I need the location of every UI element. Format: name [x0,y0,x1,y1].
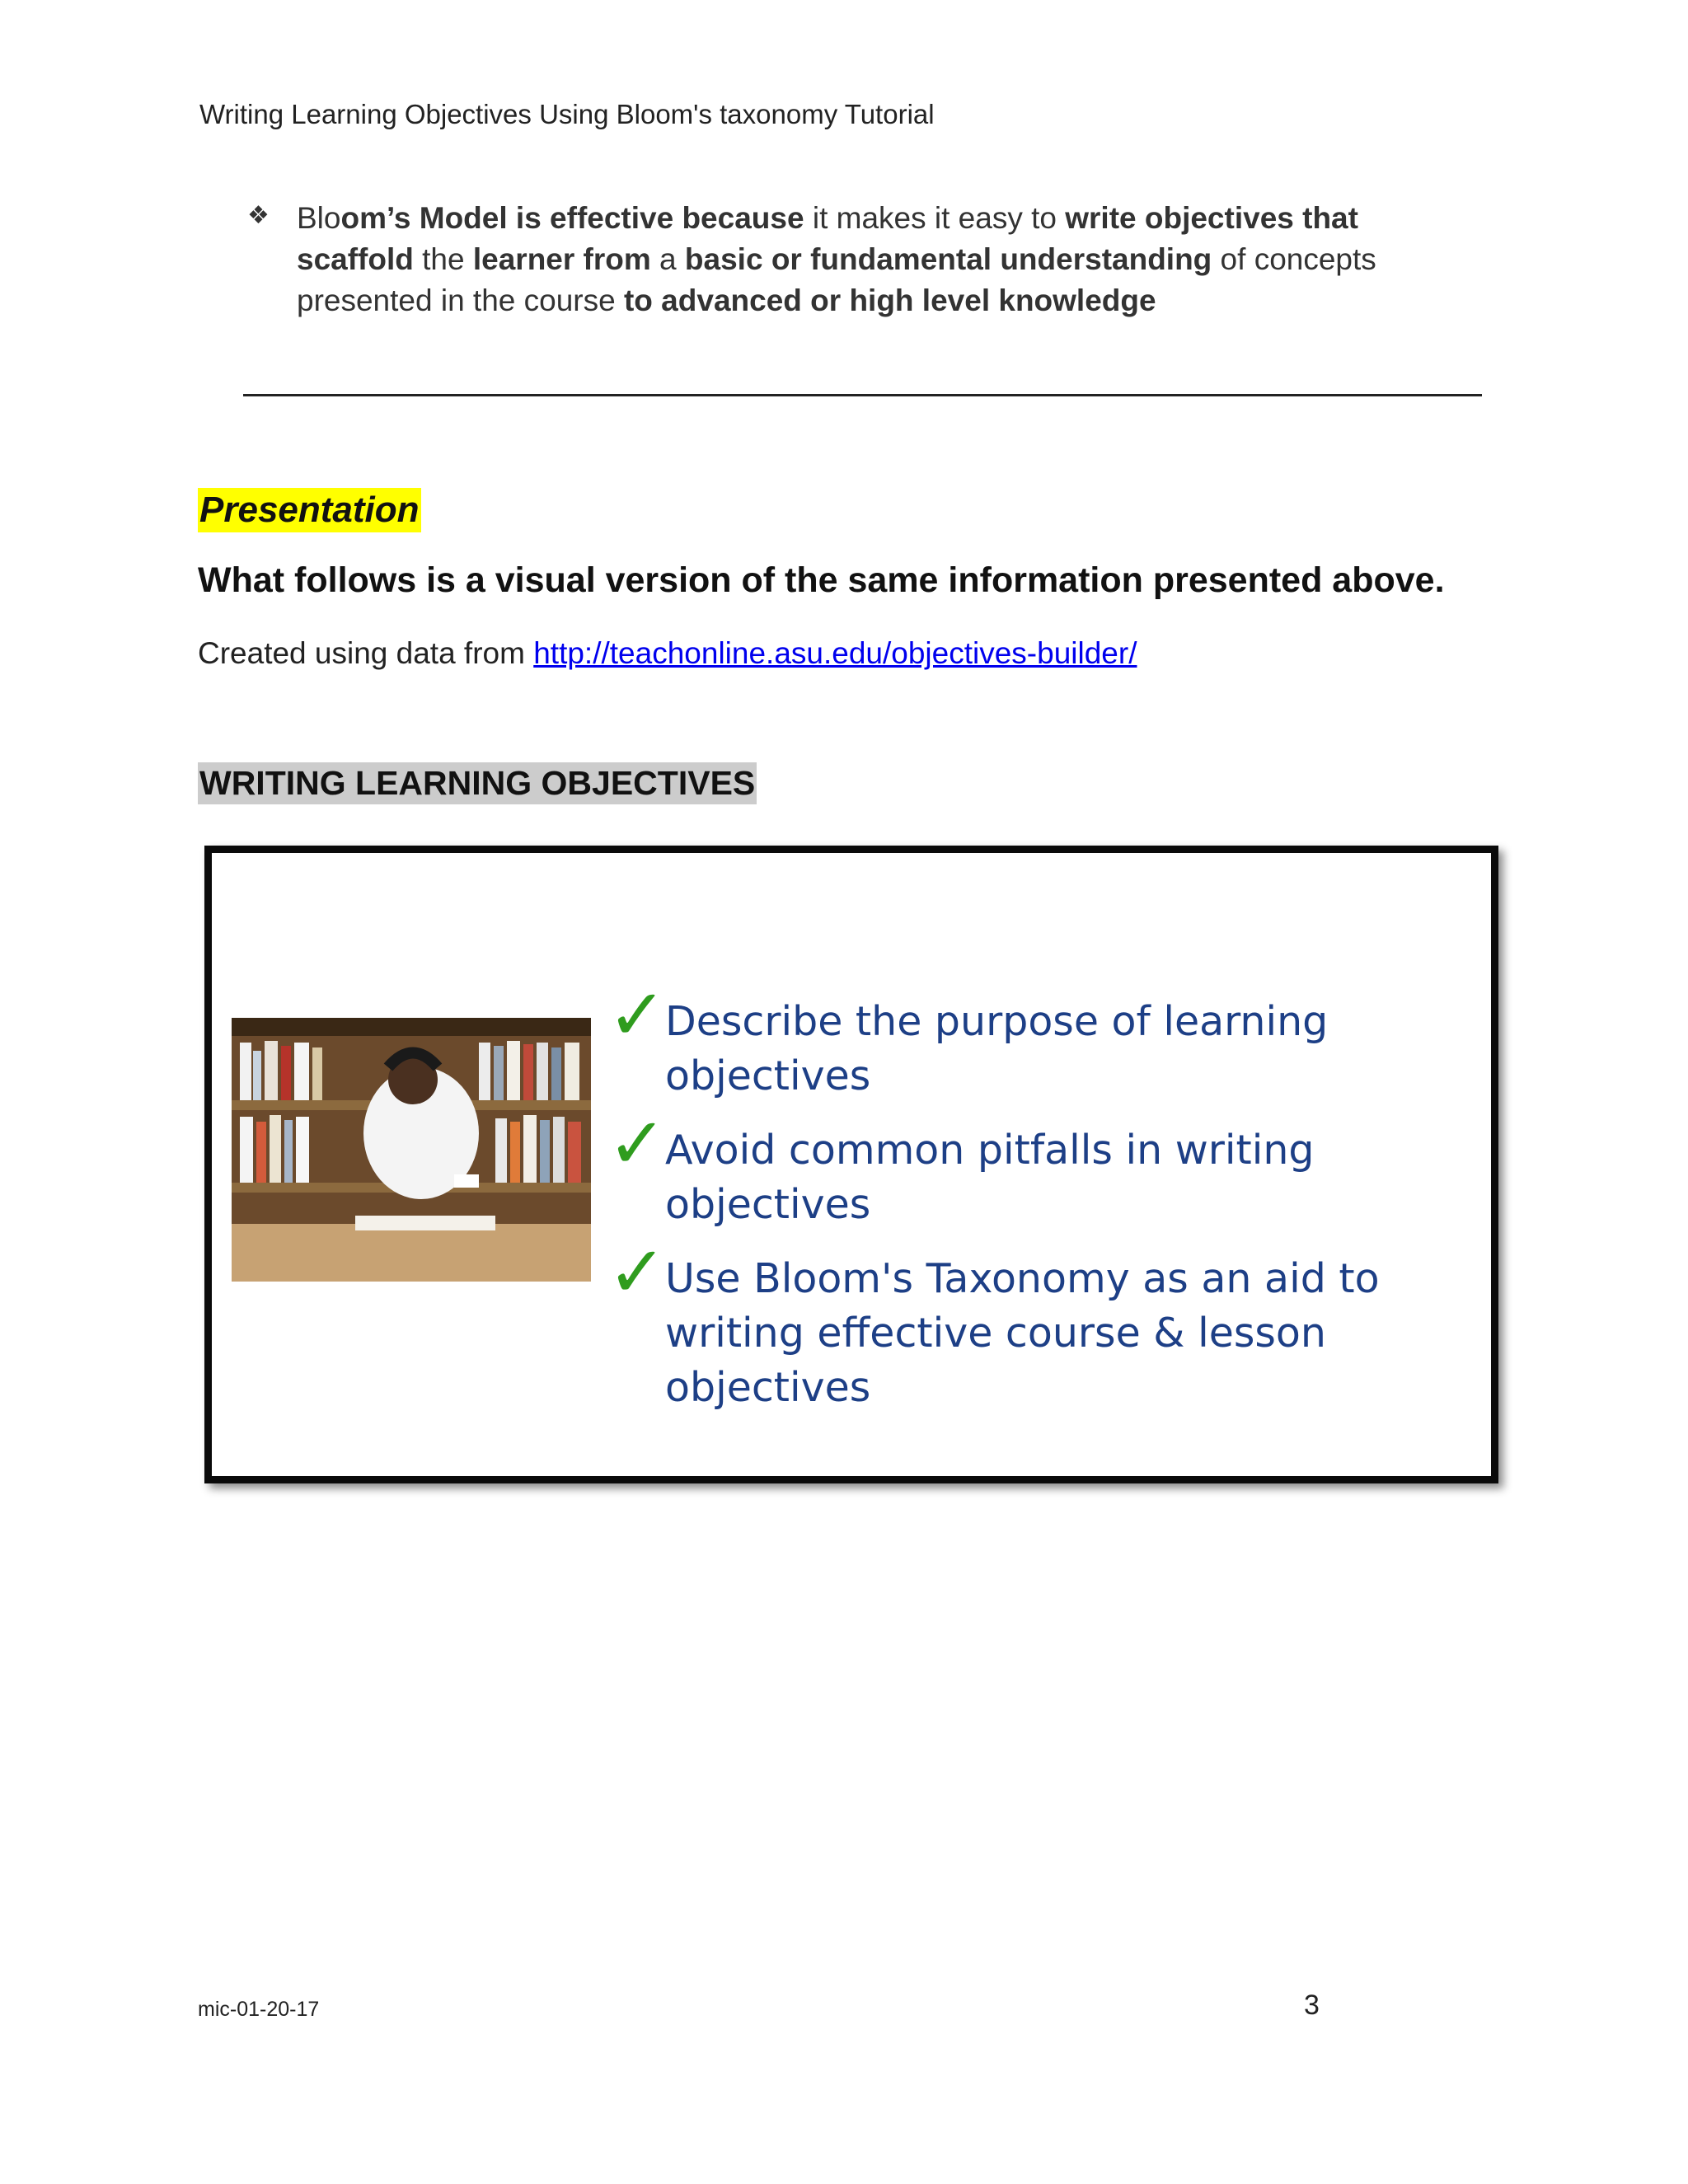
page-number: 3 [1304,1990,1320,2021]
objective-text: Use Bloom's Taxonomy as an aid to writing effective course & lesson objectives [665,1255,1380,1411]
objective-text: Avoid common pitfalls in writing objectives [665,1127,1315,1228]
bullet-text [297,198,1484,321]
section-heading: WRITING LEARNING OBJECTIVES [198,762,757,804]
presentation-heading: What follows is a visual version of the same information presented above. [198,560,1445,600]
bullet-text-bold-segment: learner from [472,242,651,276]
footer-document-code: mic-01-20-17 [198,1998,320,2021]
student-library-photo-illustration [232,1018,591,1282]
student-library-photo [232,1018,591,1282]
bullet-text-segment: a [650,242,685,276]
objectives-builder-link[interactable]: http://teachonline.asu.edu/objectives-builder/ [533,636,1137,670]
bullet-text-bold-segment: basic or fundamental understanding [684,242,1212,276]
checkmark-icon: ✓ [607,1104,668,1183]
checkmark-icon: ✓ [607,1233,668,1312]
source-prefix: Created using data from [198,636,534,670]
objective-item [607,1233,1481,1415]
objectives-list [607,976,1481,1435]
objective-item [607,1104,1481,1232]
slide-image-frame [204,846,1498,1483]
checkmark-icon: ✓ [607,976,668,1055]
source-line [198,636,1137,671]
bullet-text-bold-segment: write objectives that scaffold [297,201,1358,276]
presentation-label: Presentation [198,488,421,532]
document-header-title: Writing Learning Objectives Using Bloom's taxonomy Tutorial [199,99,935,129]
bullet-text-bold-segment: to advanced or high level knowledge [623,284,1156,317]
bullet-text-bold-segment: om’s Model is effective because [340,201,804,235]
bullet-text-segment: of concepts presented in the course [297,242,1376,317]
objective-item [607,976,1481,1104]
horizontal-divider [243,394,1482,396]
bullet-text-segment: Blo [297,201,341,235]
bullet-text-segment: it makes it easy to [804,201,1066,235]
bullet-text-segment: the [413,242,473,276]
objective-text: Describe the purpose of learning objectives [665,998,1329,1099]
four-diamond-bullet-icon: ❖ [247,202,270,229]
